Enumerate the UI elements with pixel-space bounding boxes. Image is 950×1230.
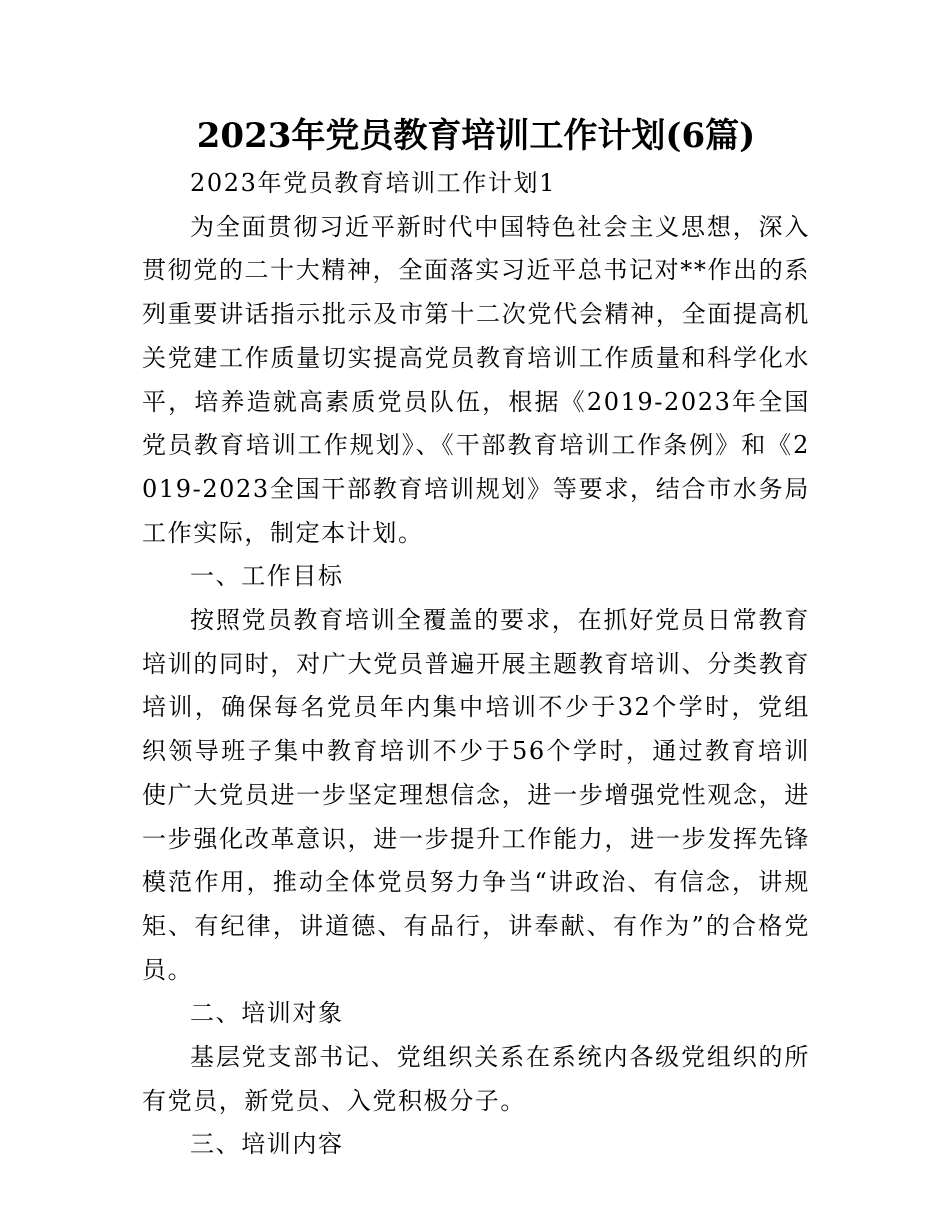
- audience-paragraph: 基层党支部书记、党组织关系在系统内各级党组织的所有党员，新党员、入党积极分子。: [142, 1043, 810, 1115]
- section-heading-goals: 一、工作目标: [190, 562, 344, 591]
- section-heading-content: 三、培训内容: [190, 1130, 344, 1159]
- intro-paragraph: 为全面贯彻习近平新时代中国特色社会主义思想，深入贯彻党的二十大精神，全面落实习近平总书记对**作出的系列重要讲话指示批示及市第十二次党代会精神，全面提高机关党建工作质量切实提高党员教育培训工作质量和科学化水平，培养造就高素质党员队伍，根据《2019-2023年全国党员教育培训工作规划》、《干部教育培训工作条例》和《2019-2023全国干部教育培训规划》等要求，结合市水务局工作实际，制定本计划。: [142, 212, 810, 547]
- document-title: 2023年党员教育培训工作计划(6篇): [196, 116, 756, 156]
- plan-subtitle: 2023年党员教育培训工作计划1: [190, 169, 556, 197]
- document-body: [142, 162, 810, 1167]
- goals-paragraph: 按照党员教育培训全覆盖的要求，在抓好党员日常教育培训的同时，对广大党员普遍开展主题教育培训、分类教育培训，确保每名党员年内集中培训不少于32个学时，党组织领导班子集中教育培训不少于56个学时，通过教育培训使广大党员进一步坚定理想信念，进一步增强党性观念，进一步强化改革意识，进一步提升工作能力，进一步发挥先锋模范作用，推动全体党员努力争当“讲政治、有信念，讲规矩、有纪律，讲道德、有品行，讲奉献、有作为”的合格党员。: [142, 606, 810, 984]
- section-heading-audience: 二、培训对象: [190, 999, 344, 1028]
